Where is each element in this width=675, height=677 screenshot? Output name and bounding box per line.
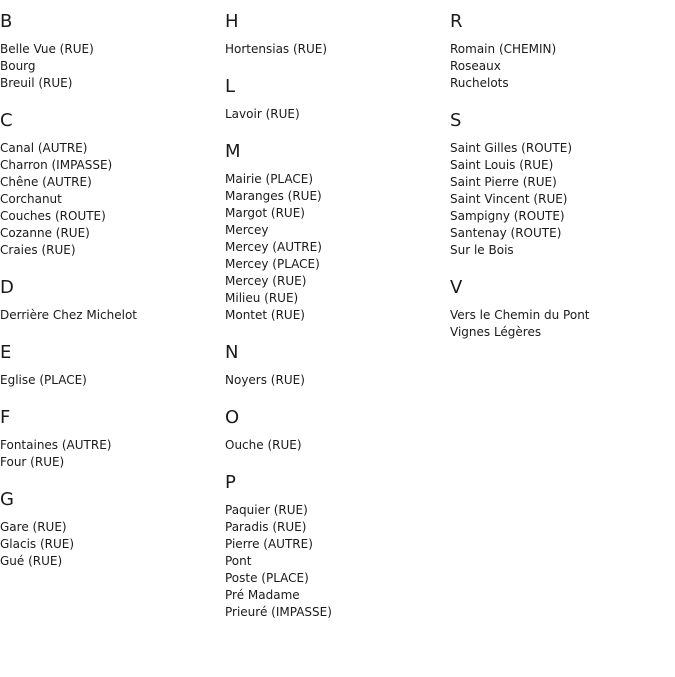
street-item[interactable]: Saint Gilles (ROUTE) (450, 141, 573, 155)
street-list (450, 41, 670, 92)
street-item[interactable]: Paradis (RUE) (225, 520, 307, 534)
letter-group-r (450, 11, 670, 92)
letter-heading: E (0, 342, 12, 363)
group-spacer (0, 259, 220, 277)
letter-heading: G (0, 489, 14, 510)
group-spacer (225, 123, 445, 141)
group-spacer (0, 324, 220, 342)
street-item[interactable]: Poste (PLACE) (225, 571, 309, 585)
letter-heading: P (225, 472, 236, 493)
letter-group-c (0, 110, 220, 259)
street-item[interactable]: Pont (225, 554, 252, 568)
group-spacer (0, 471, 220, 489)
group-spacer (450, 259, 670, 277)
street-item[interactable]: Roseaux (450, 59, 501, 73)
street-list (0, 307, 220, 324)
letter-heading: V (450, 277, 463, 298)
letter-group-m (225, 141, 445, 324)
street-list (225, 171, 445, 324)
street-item[interactable]: Vers le Chemin du Pont (450, 308, 590, 322)
letter-heading: L (225, 76, 236, 97)
letter-heading: C (0, 110, 13, 131)
street-item[interactable]: Glacis (RUE) (0, 537, 75, 551)
letter-heading: F (0, 407, 11, 428)
letter-group-h (225, 11, 445, 58)
street-item[interactable]: Mercey (225, 223, 269, 237)
street-item[interactable]: Pré Madame (225, 588, 300, 602)
street-list (225, 502, 445, 621)
letter-heading: N (225, 342, 239, 363)
street-item[interactable]: Noyers (RUE) (225, 373, 305, 387)
street-list (225, 41, 445, 58)
street-item[interactable]: Breuil (RUE) (0, 76, 73, 90)
letter-heading: O (225, 407, 240, 428)
street-item[interactable]: Gué (RUE) (0, 554, 63, 568)
group-spacer (450, 92, 670, 110)
street-item[interactable]: Lavoir (RUE) (225, 107, 300, 121)
street-item[interactable]: Canal (AUTRE) (0, 141, 88, 155)
street-item[interactable]: Bourg (0, 59, 36, 73)
street-item[interactable]: Montet (RUE) (225, 308, 305, 322)
letter-heading: H (225, 11, 239, 32)
street-list (0, 41, 220, 92)
street-index-column-1 (0, 11, 220, 570)
street-item[interactable]: Couches (ROUTE) (0, 209, 106, 223)
street-item[interactable]: Craies (RUE) (0, 243, 76, 257)
group-spacer (225, 454, 445, 472)
street-index-column-2 (225, 11, 445, 621)
street-list (225, 437, 445, 454)
street-item[interactable]: Hortensias (RUE) (225, 42, 328, 56)
letter-heading: R (450, 11, 463, 32)
letter-heading: D (0, 277, 14, 298)
letter-group-p (225, 472, 445, 621)
letter-group-b (0, 11, 220, 92)
street-item[interactable]: Charron (IMPASSE) (0, 158, 113, 172)
letter-group-d (0, 277, 220, 324)
street-item[interactable]: Mercey (PLACE) (225, 257, 320, 271)
letter-group-e (0, 342, 220, 389)
street-item[interactable]: Ouche (RUE) (225, 438, 302, 452)
street-item[interactable]: Saint Louis (RUE) (450, 158, 554, 172)
street-list (225, 106, 445, 123)
street-item[interactable]: Chêne (AUTRE) (0, 175, 92, 189)
street-item[interactable]: Corchanut (0, 192, 62, 206)
street-item[interactable]: Cozanne (RUE) (0, 226, 90, 240)
letter-group-g (0, 489, 220, 570)
letter-heading: S (450, 110, 462, 131)
street-item[interactable]: Derrière Chez Michelot (0, 308, 137, 322)
letter-heading: B (0, 11, 13, 32)
group-spacer (225, 389, 445, 407)
street-item[interactable]: Maranges (RUE) (225, 189, 322, 203)
street-list (0, 140, 220, 259)
group-spacer (225, 324, 445, 342)
letter-group-l (225, 76, 445, 123)
street-item[interactable]: Ruchelots (450, 76, 509, 90)
street-list (450, 140, 670, 259)
street-list (450, 307, 670, 341)
street-item[interactable]: Prieuré (IMPASSE) (225, 605, 332, 619)
street-item[interactable]: Margot (RUE) (225, 206, 305, 220)
street-item[interactable]: Vignes Légères (450, 325, 542, 339)
group-spacer (0, 92, 220, 110)
street-item[interactable]: Fontaines (AUTRE) (0, 438, 112, 452)
letter-heading: M (225, 141, 241, 162)
group-spacer (225, 58, 445, 76)
street-list (0, 519, 220, 570)
letter-group-s (450, 110, 670, 259)
street-item[interactable]: Mercey (AUTRE) (225, 240, 322, 254)
street-item[interactable]: Sur le Bois (450, 243, 514, 257)
letter-group-f (0, 407, 220, 471)
street-list (0, 372, 220, 389)
street-item[interactable]: Eglise (PLACE) (0, 373, 87, 387)
street-index-column-3 (450, 11, 670, 341)
street-item[interactable]: Saint Pierre (RUE) (450, 175, 557, 189)
street-item[interactable]: Mercey (RUE) (225, 274, 307, 288)
street-list (0, 437, 220, 471)
street-item[interactable]: Four (RUE) (0, 455, 65, 469)
street-list (225, 372, 445, 389)
street-item[interactable]: Mairie (PLACE) (225, 172, 314, 186)
street-item[interactable]: Pierre (AUTRE) (225, 537, 313, 551)
street-item[interactable]: Santenay (ROUTE) (450, 226, 562, 240)
group-spacer (0, 389, 220, 407)
street-item[interactable]: Sampigny (ROUTE) (450, 209, 565, 223)
street-item[interactable]: Saint Vincent (RUE) (450, 192, 568, 206)
letter-group-v (450, 277, 670, 341)
letter-group-n (225, 342, 445, 389)
letter-group-o (225, 407, 445, 454)
street-item[interactable]: Paquier (RUE) (225, 503, 308, 517)
street-item[interactable]: Romain (CHEMIN) (450, 42, 557, 56)
street-item[interactable]: Milieu (RUE) (225, 291, 299, 305)
street-item[interactable]: Gare (RUE) (0, 520, 67, 534)
street-item[interactable]: Belle Vue (RUE) (0, 42, 94, 56)
